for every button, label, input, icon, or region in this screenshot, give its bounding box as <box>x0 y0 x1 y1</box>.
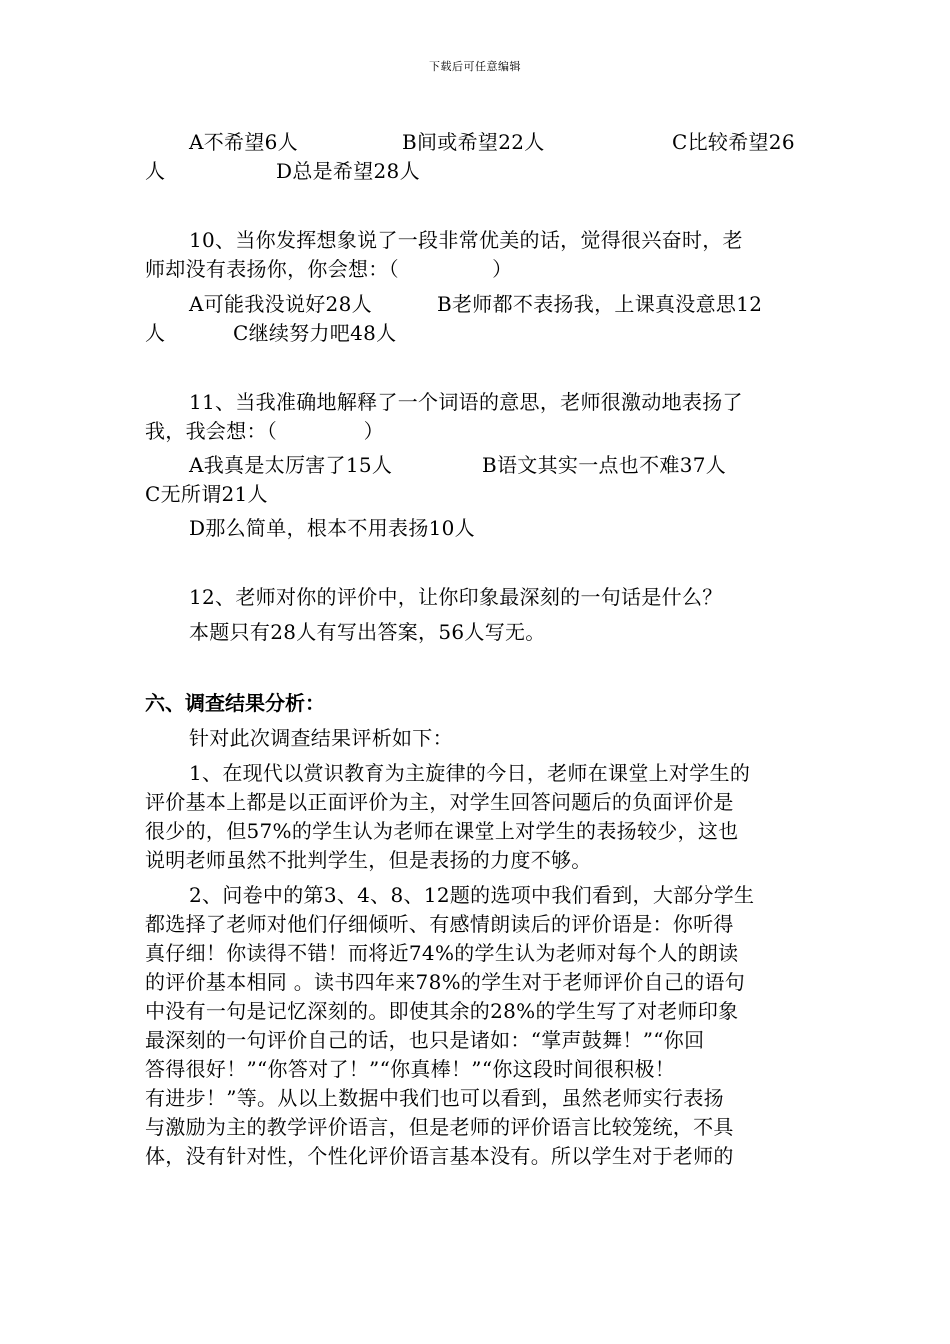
paragraph-1-line: 1、在现代以赏识教育为主旋律的今日，老师在课堂上对学生的 <box>189 761 751 785</box>
paragraph-2-line: 的评价基本相同 。读书四年来78%的学生对于老师评价自己的语句 <box>145 970 746 994</box>
q10-stem-line-1: 10、当你发挥想象说了一段非常优美的话，觉得很兴奋时，老 <box>189 228 743 252</box>
paragraph-2-line: 真仔细！你读得不错！而将近74%的学生认为老师对每个人的朗读 <box>145 941 739 965</box>
q10-option-c: C继续努力吧48人 <box>233 321 397 345</box>
q12-stem: 12、老师对你的评价中，让你印象最深刻的一句话是什么？ <box>189 585 723 609</box>
q10-option-a: A可能我没说好28人 <box>189 292 372 316</box>
paragraph-1-line: 很少的，但57%的学生认为老师在课堂上对学生的表扬较少，这也 <box>145 819 739 843</box>
section-intro: 针对此次调查结果评析如下： <box>189 726 453 750</box>
q10-option-b-continued: 人 <box>145 321 166 345</box>
header-note: 下载后可任意编辑 <box>429 60 521 73</box>
q10-stem-line-2: 师却没有表扬你，你会想：（ ） <box>145 257 513 281</box>
paragraph-2-line: 2、问卷中的第3、4、8、12题的选项中我们看到，大部分学生 <box>189 883 755 907</box>
q11-option-b: B语文其实一点也不难37人 <box>482 453 727 477</box>
q9-option-a: A不希望6人 <box>189 130 298 154</box>
paragraph-2-line: 有进步！”等。从以上数据中我们也可以看到，虽然老师实行表扬 <box>145 1086 724 1110</box>
paragraph-1-line: 说明老师虽然不批判学生，但是表扬的力度不够。 <box>145 848 592 872</box>
q11-option-a: A我真是太厉害了15人 <box>189 453 393 477</box>
q9-option-c: C比较希望26 <box>672 130 795 154</box>
q10-option-b: B老师都不表扬我，上课真没意思12 <box>437 292 763 316</box>
q9-option-b: B间或希望22人 <box>402 130 545 154</box>
q11-stem-line-1: 11、当我准确地解释了一个词语的意思，老师很激动地表扬了 <box>189 390 743 414</box>
paragraph-2-line: 答得很好！”“你答对了！”“你真棒！”“你这段时间很积极！ <box>145 1057 676 1081</box>
q9-option-d: D总是希望28人 <box>276 159 420 183</box>
q9-option-c-continued: 人 <box>145 159 166 183</box>
q12-answer: 本题只有28人有写出答案，56人写无。 <box>189 620 546 644</box>
paragraph-2-line: 体，没有针对性，个性化评价语言基本没有。所以学生对于老师的 <box>145 1144 734 1168</box>
section-heading: 六、调查结果分析： <box>145 691 325 715</box>
q11-option-d: D那么简单，根本不用表扬10人 <box>189 516 475 540</box>
paragraph-1-line: 评价基本上都是以正面评价为主，对学生回答问题后的负面评价是 <box>145 790 734 814</box>
paragraph-2-line: 与激励为主的教学评价语言，但是老师的评价语言比较笼统，不具 <box>145 1115 734 1139</box>
paragraph-2-line: 最深刻的一句评价自己的话，也只是诸如：“掌声鼓舞！”“你回 <box>145 1028 705 1052</box>
q11-option-c: C无所谓21人 <box>145 482 268 506</box>
q11-stem-line-2: 我，我会想：（ ） <box>145 419 384 443</box>
paragraph-2-line: 都选择了老师对他们仔细倾听、有感情朗读后的评价语是：你听得 <box>145 912 734 936</box>
paragraph-2-line: 中没有一句是记忆深刻的。即使其余的28%的学生写了对老师印象 <box>145 999 739 1023</box>
